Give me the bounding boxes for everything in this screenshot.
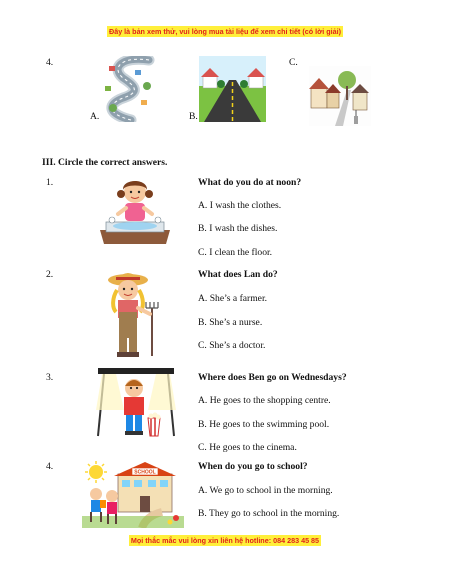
prev-option-c-label: C. — [289, 57, 298, 68]
question-1-answer-c: C. I clean the floor. — [198, 247, 273, 258]
question-3-text: Where does Ben go on Wednesdays? — [198, 372, 347, 383]
question-3-answer-c: C. He goes to the cinema. — [198, 442, 297, 453]
hotline-banner — [0, 536, 450, 545]
question-2-answer-a: A. She’s a farmer. — [198, 293, 268, 304]
school-sign-text: SCHOOL — [134, 469, 156, 476]
question-4-text: When do you go to school? — [198, 461, 308, 472]
girl-washing-dishes-image — [96, 174, 174, 246]
question-1-answer-b: B. I wash the dishes. — [198, 223, 278, 234]
question-4-answer-a: A. We go to school in the morning. — [198, 485, 333, 496]
straight-road-image — [199, 56, 266, 122]
question-2-answer-b: B. She’s a nurse. — [198, 317, 263, 328]
prev-option-b-label: B. — [189, 111, 198, 122]
cinema-boy-image — [96, 366, 176, 440]
question-1-text: What do you do at noon? — [198, 177, 302, 188]
school-children-image — [82, 460, 184, 528]
hotline-text: Mọi thắc mắc vui lòng xin liên hệ hotline: 084 283 45 85 — [130, 536, 320, 545]
prev-question-number: 4. — [46, 57, 54, 68]
street-houses-image — [309, 66, 371, 126]
question-1-number: 1. — [46, 177, 54, 188]
question-3-answer-a: A. He goes to the shopping centre. — [198, 395, 331, 406]
question-3-number: 3. — [46, 372, 54, 383]
question-3-answer-b: B. He goes to the swimming pool. — [198, 419, 330, 430]
prev-option-a-label: A. — [90, 111, 100, 122]
question-4-number: 4. — [46, 461, 54, 472]
question-1-answer-a: A. I wash the clothes. — [198, 200, 282, 211]
section-heading: III. Circle the correct answers. — [42, 157, 168, 168]
preview-notice-banner — [0, 27, 450, 36]
winding-road-image — [101, 56, 159, 122]
farmer-girl-image — [104, 268, 164, 360]
question-2-number: 2. — [46, 269, 54, 280]
question-4-answer-b: B. They go to school in the morning. — [198, 508, 340, 519]
question-2-answer-c: C. She’s a doctor. — [198, 340, 266, 351]
preview-notice-text: Đây là bản xem thử, vui lòng mua tài liệu để xem chi tiết (có lời giải) — [109, 27, 341, 36]
question-2-text: What does Lan do? — [198, 269, 278, 280]
